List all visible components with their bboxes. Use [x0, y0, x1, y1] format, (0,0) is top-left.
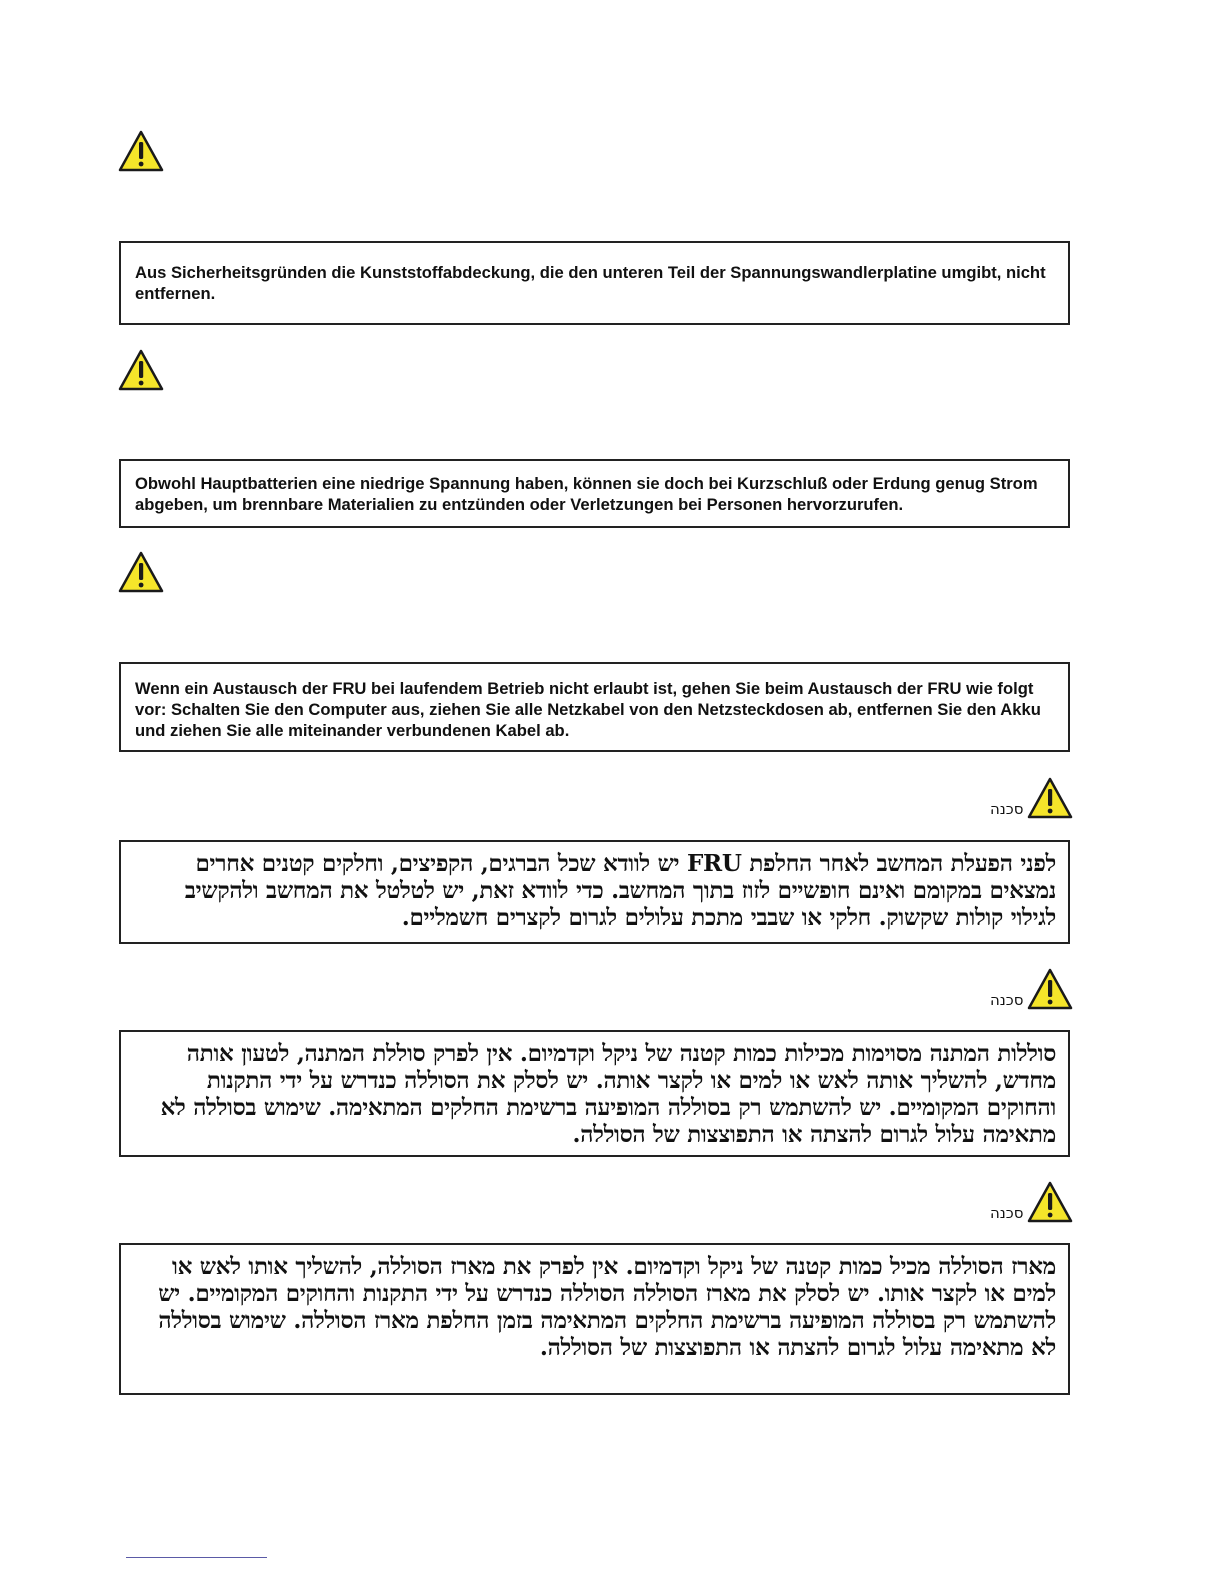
notice-text: סוללות המתנה מסוימות מכילות כמות קטנה של ניקל וקדמיום. אין לפרק סוללת המתנה, לטעון אותה מחדש, להשליך אותה לאש או למים או לקצר אותה. יש לסלק את הסוללה כנדרש על ידי התקנות והחוקים המקומיים. יש להשתמש רק בסוללה המופיעה ברשימת החלקים המתאימה. שימוש בסוללה לא מתאימה עלול לגרום להצתה או התפוצצות של הסוללה. — [160, 1040, 1056, 1148]
notice-box-plastic-cover — [119, 241, 1070, 325]
danger-label: סכנה — [990, 800, 1024, 818]
notice-box-he-battery-pack — [119, 1243, 1070, 1395]
warning-triangle-icon — [118, 348, 164, 392]
danger-label: סכנה — [990, 1204, 1024, 1222]
notice-text: מארז הסוללה מכיל כמות קטנה של ניקל וקדמיום. אין לפרק את מארז הסוללה, להשליך אותו לאש או למים או לקצר אותו. יש לסלק את מארז הסוללה הסוללה כנדרש על ידי התקנות והחוקים המקומיים. יש להשתמש רק בסוללה המופיעה ברשימת החלקים המתאימה בזמן החלפת מארז הסוללה. שימוש בסוללה לא מתאימה עלול לגרום להצתה או התפוצצות של הסוללה. — [158, 1253, 1056, 1361]
footer-rule — [126, 1557, 267, 1558]
danger-label: סכנה — [990, 991, 1024, 1009]
warning-triangle-icon — [118, 550, 164, 594]
notice-text: Obwohl Hauptbatterien eine niedrige Spannung haben, können sie doch bei Kurzschluß oder Erdung genug Strom abgeben, um brennbare Materialien zu entzünden oder Verletzungen bei Personen hervorzurufen. — [135, 474, 1038, 514]
notice-text: Aus Sicherheitsgründen die Kunststoffabdeckung, die den unteren Teil der Spannungswandlerplatine umgibt, nicht entfernen. — [135, 263, 1046, 303]
notice-box-fru-replacement — [119, 662, 1070, 752]
warning-triangle-icon — [118, 129, 164, 173]
warning-triangle-icon — [1027, 776, 1073, 820]
notice-box-main-battery — [119, 459, 1070, 528]
notice-text: לפני הפעלת המחשב לאחר החלפת FRU יש לוודא שכל הברגים, הקפיצים, וחלקים קטנים אחרים נמצאים במקומם ואינם חופשיים לזוז בתוך המחשב. כדי לוודא זאת, יש לטלטל את המחשב ולהקשיב לגילוי קולות שקשוק. חלקי או שבבי מתכת עלולים לגרום לקצרים חשמליים. — [184, 850, 1056, 931]
notice-box-he-fru — [119, 840, 1070, 944]
notice-box-he-backup-battery — [119, 1030, 1070, 1157]
warning-triangle-icon — [1027, 967, 1073, 1011]
notice-text: Wenn ein Austausch der FRU bei laufendem Betrieb nicht erlaubt ist, gehen Sie beim Austausch der FRU wie folgt vor: Schalten Sie den Computer aus, ziehen Sie alle Netzkabel von den Netzsteckdosen ab, entfernen Sie den Akku und ziehen Sie alle miteinander verbundenen Kabel ab. — [135, 679, 1041, 740]
warning-triangle-icon — [1027, 1180, 1073, 1224]
